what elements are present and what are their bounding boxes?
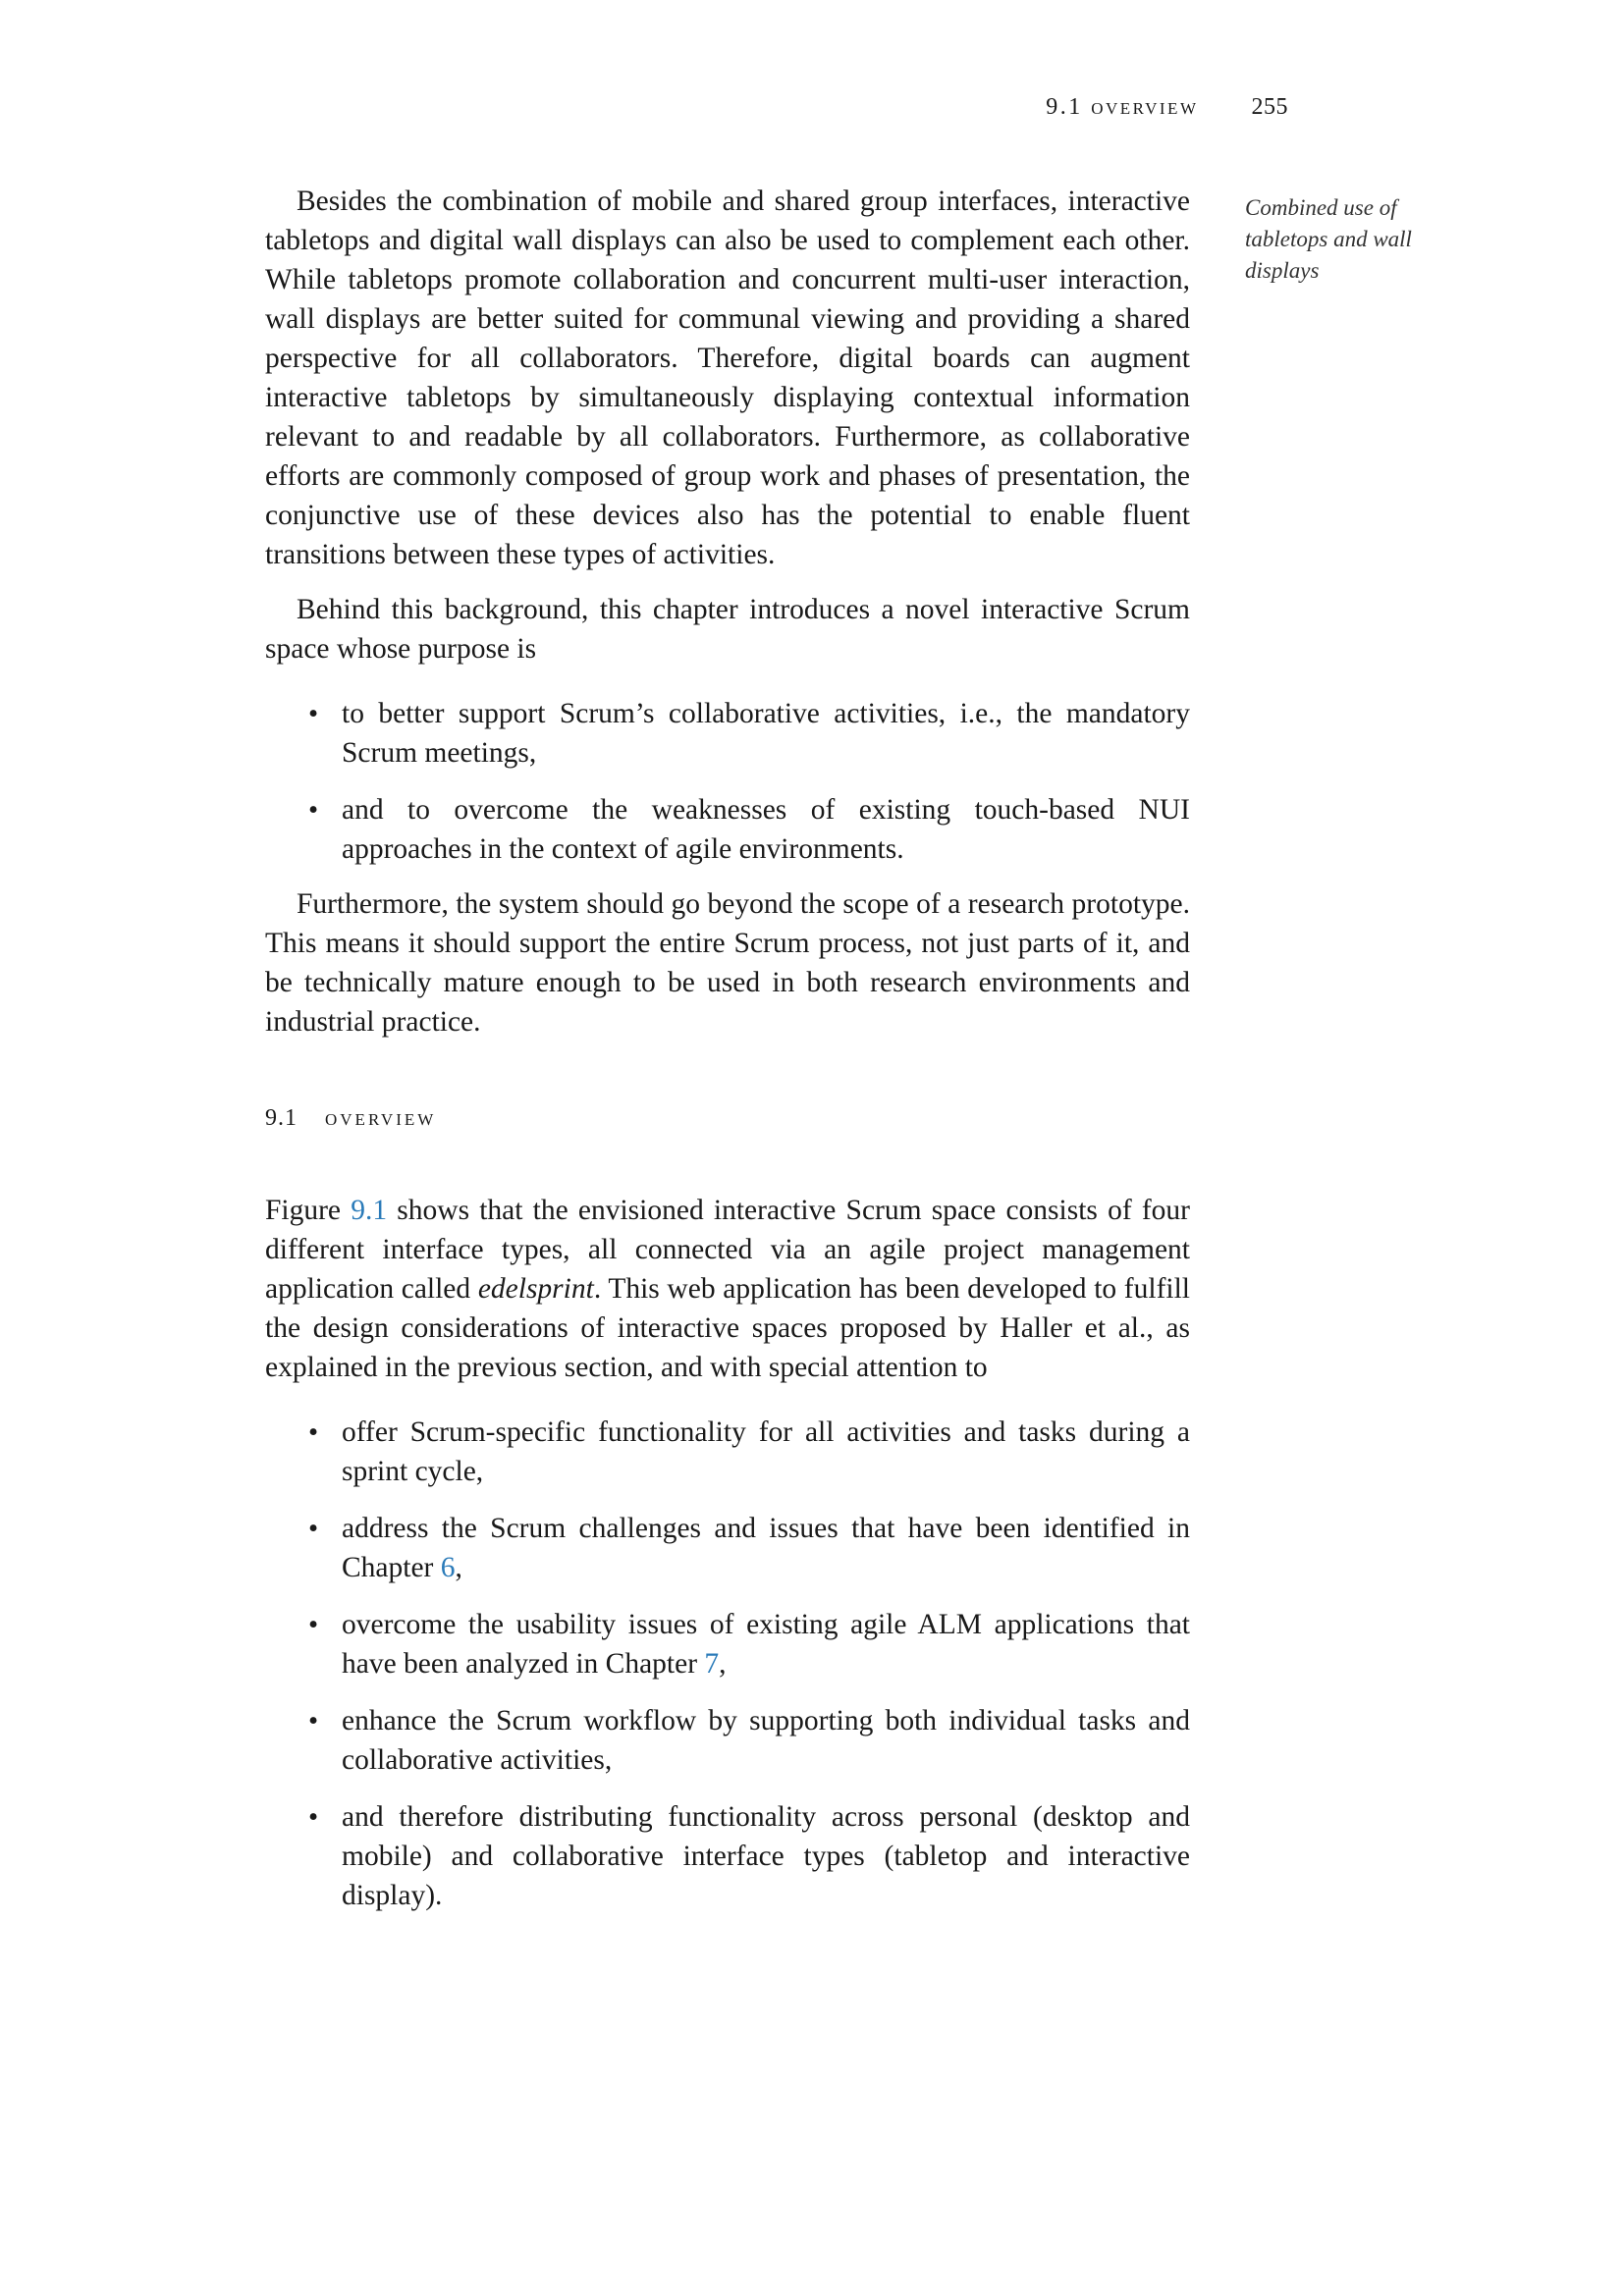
list-item: • enhance the Scrum workflow by supporting both individual tasks and collaborative activities,	[342, 1701, 1190, 1780]
section-paragraph-1	[265, 1191, 1190, 1387]
margin-note: Combined use of tabletops and wall displays	[1245, 195, 1412, 283]
text-run: overcome the usability issues of existing agile ALM applications that have been analyzed in Chapter	[342, 1609, 1190, 1680]
text-run: Figure	[265, 1195, 352, 1226]
intro-paragraph-2: Behind this background, this chapter introduces a novel interactive Scrum space whose purpose is	[265, 594, 1190, 665]
figure-reference-link[interactable]: 9.1	[351, 1195, 388, 1226]
list-item: • and to overcome the weaknesses of existing touch-based NUI approaches in the context of agile environments.	[342, 790, 1190, 869]
attention-list	[265, 1413, 1190, 1915]
header-section-title: 9.1 overview	[1046, 94, 1199, 120]
text-run: ,	[719, 1648, 727, 1680]
list-item: • and therefore distributing functionality across personal (desktop and mobile) and collaborative interface types (tabletop and interactive display).	[342, 1797, 1190, 1915]
main-text-column	[265, 182, 1190, 1931]
section-heading	[265, 1098, 1190, 1138]
text-run: ,	[455, 1552, 462, 1583]
list-item: • to better support Scrum’s collaborative activities, i.e., the mandatory Scrum meetings,	[342, 694, 1190, 773]
emphasized-term: edelsprint	[477, 1273, 594, 1305]
list-item: • offer Scrum-specific functionality for all activities and tasks during a sprint cycle,	[342, 1413, 1190, 1491]
purpose-list	[265, 694, 1190, 869]
text-run: shows that the envisioned interactive Scrum space consists of four different interface types, all connected via an agile project management application called	[265, 1195, 1190, 1305]
chapter-reference-link[interactable]: 7	[704, 1648, 720, 1680]
list-item	[342, 1605, 1190, 1683]
list-item	[342, 1509, 1190, 1587]
running-header	[265, 94, 1288, 130]
chapter-reference-link[interactable]: 6	[440, 1552, 456, 1583]
page-number: 255	[1251, 94, 1288, 120]
text-run: address the Scrum challenges and issues that have been identified in Chapter	[342, 1513, 1190, 1583]
intro-paragraph-1: Besides the combination of mobile and shared group interfaces, interactive tabletops and digital wall displays can also be used to complement each other. While tabletops promote collaboration and concurrent multi-user interaction, wall displays are better suited for communal viewing and providing a shared perspective for all collaborators. Therefore, digital boards can augment interactive tabletops by simultaneously displaying contextual information relevant to and readable by all collaborators. Furthermore, as collaborative efforts are commonly composed of group work and phases of presentation, the conjunctive use of these devices also has the potential to enable fluent transitions between these types of activities.	[265, 186, 1190, 570]
section-number: 9.1	[265, 1105, 298, 1131]
text-run: . This web application has been developed to fulfill the design considerations of interactive spaces proposed by Haller et al., as explained in the previous section, and with special attention to	[265, 1273, 1190, 1383]
section-title: overview	[325, 1105, 437, 1131]
intro-paragraph-3: Furthermore, the system should go beyond the scope of a research prototype. This means it should support the entire Scrum process, not just parts of it, and be technically mature enough to be used in both research environments and industrial practice.	[265, 888, 1190, 1038]
